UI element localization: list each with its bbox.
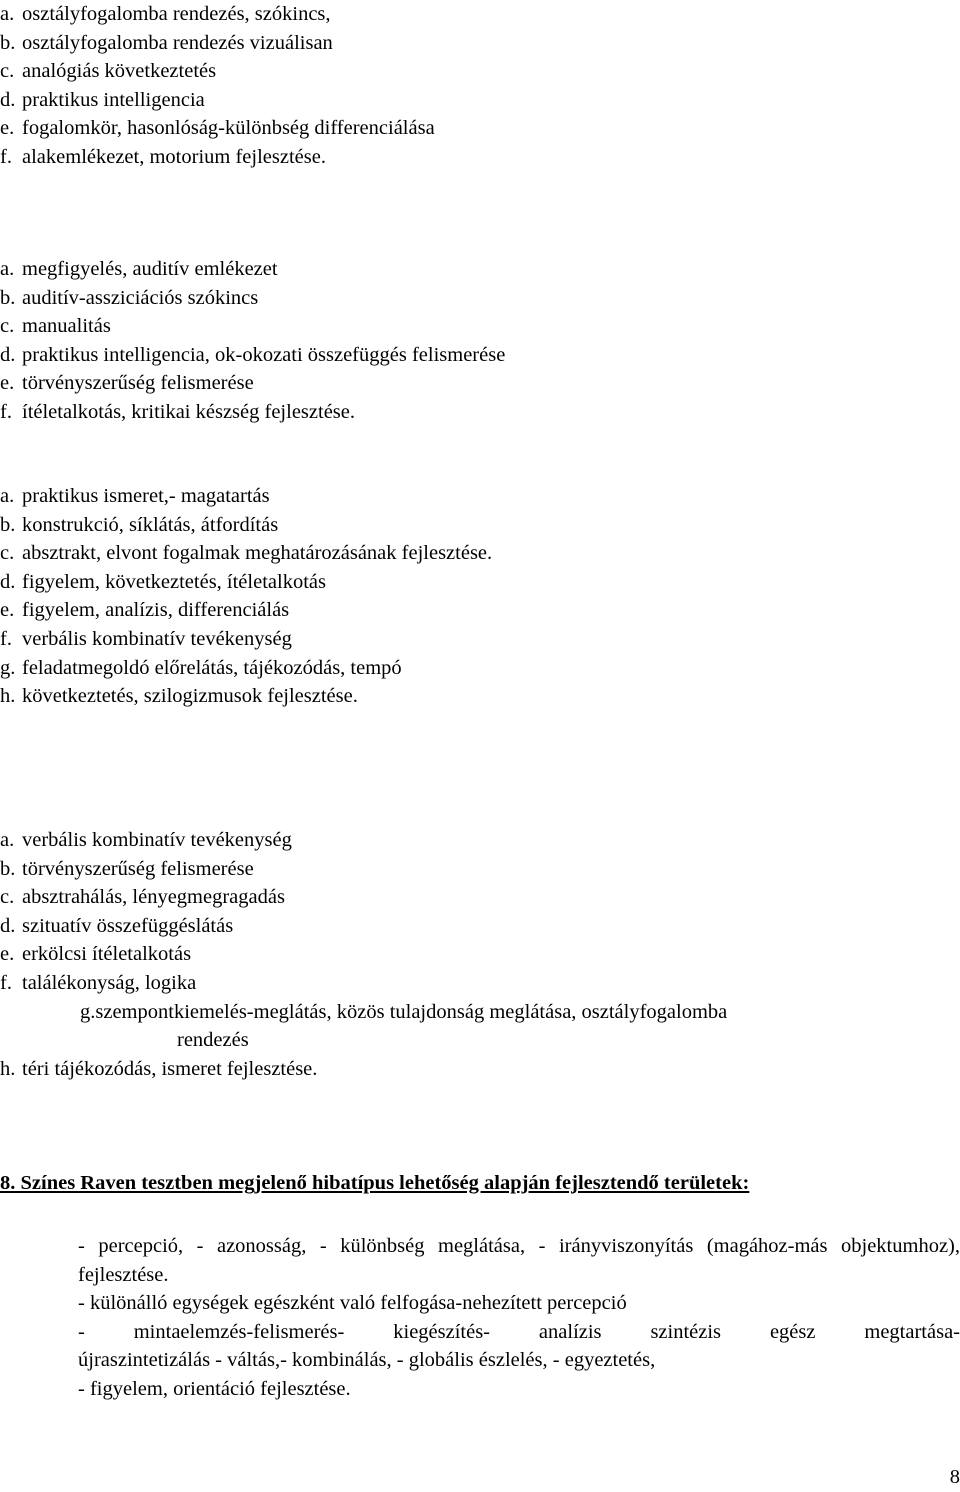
list-item: f. találékonyság, logika [0,971,197,994]
list-item: g. feladatmegoldó előrelátás, tájékozódás, tempó [0,656,402,679]
list-item: b. osztályfogalomba rendezés vizuálisan [0,31,333,54]
list-item-continuation: rendezés [177,1029,249,1052]
list-item: c. manualitás [0,315,111,338]
list-item: a. megfigyelés, auditív emlékezet [0,258,278,280]
bullet-list [78,1232,960,1404]
list-item: b. konstrukció, síklátás, átfordítás [0,513,279,536]
list-item: e. figyelem, analízis, differenciálás [0,599,290,622]
list-item: g.szempontkiemelés-meglátás, közös tulajdonság meglátása, osztályfogalomba rendezés [0,998,960,1055]
list-4 [0,826,960,1083]
list-2 [0,255,505,427]
list-item: h. téri tájékozódás, ismeret fejlesztése. [0,1057,318,1080]
section-heading: 8. Színes Raven tesztben megjelenő hibatípus lehetőség alapján fejlesztendő területek: [0,1172,750,1194]
list-item: c. analógiás következtetés [0,60,217,83]
list-item: a. osztályfogalomba rendezés, szókincs, [0,3,331,25]
page-number: 8 [949,1466,960,1488]
list-item: f. alakemlékezet, motorium fejlesztése. [0,145,326,168]
bullet-paragraph: - különálló egységek egészként való felfogása-nehezített percepció [78,1292,627,1315]
list-1 [0,0,435,172]
list-item: b. törvényszerűség felismerése [0,857,254,880]
list-item: d. praktikus intelligencia [0,88,205,111]
list-item: e. erkölcsi ítéletalkotás [0,943,192,966]
list-item: e. törvényszerűség felismerése [0,372,254,395]
list-item: d. praktikus intelligencia, ok-okozati összefüggés felismerése [0,343,506,366]
list-item: f. verbális kombinatív tevékenység [0,627,292,650]
bullet-paragraph: újraszintetizálás - váltás,- kombinálás, - globális észlelés, - egyeztetés, [78,1349,656,1372]
list-item: d. szituatív összefüggéslátás [0,914,234,937]
bullet-paragraph: - percepció, - azonosság, - különbség meglátása, - irányviszonyítás (magához-más objektumhoz), fejlesztése. [78,1235,960,1286]
list-item: c. absztrakt, elvont fogalmak meghatározásának fejlesztése. [0,542,493,565]
list-item: b. auditív-assziciációs szókincs [0,286,259,309]
list-item: h. következtetés, szilogizmusok fejlesztése. [0,685,358,708]
list-item: d. figyelem, következtetés, ítéletalkotás [0,570,326,593]
list-item: a. praktikus ismeret,- magatartás [0,485,270,507]
bullet-paragraph: - mintaelemzés-felismerés- kiegészítés- analízis szintézis egész megtartása- [78,1320,960,1343]
list-3 [0,482,492,711]
bullet-paragraph: - figyelem, orientáció fejlesztése. [78,1377,351,1400]
list-item: e. fogalomkör, hasonlóság-különbség differenciálása [0,117,435,140]
list-item: f. ítéletalkotás, kritikai készség fejlesztése. [0,400,355,423]
list-item: c. absztrahálás, lényegmegragadás [0,886,285,909]
list-item: a. verbális kombinatív tevékenység [0,829,292,851]
